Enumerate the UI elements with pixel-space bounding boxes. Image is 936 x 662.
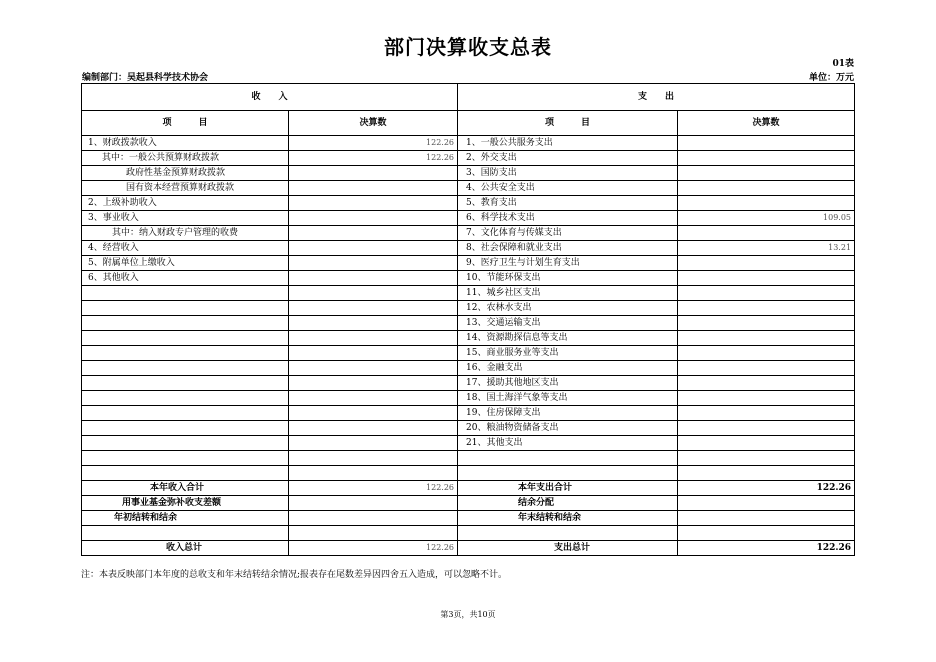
expense-amount (678, 301, 855, 316)
table-row (82, 406, 855, 421)
income-item: 其中：一般公共预算财政拨款 (82, 151, 289, 166)
income-amount: 122.26 (289, 136, 458, 151)
summary-income-label: 年初结转和结余 (82, 511, 289, 526)
expense-amount (678, 361, 855, 376)
expense-amount (678, 271, 855, 286)
expense-item: 3、国防支出 (458, 166, 678, 181)
table-row (82, 466, 855, 481)
page-number: 第3页，共10页 (440, 610, 496, 619)
income-amount (289, 361, 458, 376)
table-row (82, 361, 855, 376)
table-row (82, 151, 855, 166)
income-item: 5、附属单位上缴收入 (82, 256, 289, 271)
income-item: 3、事业收入 (82, 211, 289, 226)
expense-item: 13、交通运输支出 (458, 316, 678, 331)
income-amount (289, 406, 458, 421)
income-item: 其中：纳入财政专户管理的收费 (82, 226, 289, 241)
expense-amount: 109.05 (678, 211, 855, 226)
income-amount-header: 决算数 (289, 111, 458, 136)
expense-amount-header: 决算数 (678, 111, 855, 136)
footnote: 注：本表反映部门本年度的总收支和年末结转结余情况;报表存在尾数差异因四舍五入造成，可以忽略不计。 (81, 570, 508, 580)
income-amount (289, 226, 458, 241)
table-row (82, 286, 855, 301)
expense-amount (678, 451, 855, 466)
summary-row (82, 541, 855, 556)
expense-item (458, 451, 678, 466)
summary-row (82, 481, 855, 496)
expense-amount (678, 226, 855, 241)
income-item (82, 376, 289, 391)
summary-income-amount (289, 511, 458, 526)
summary-expense-amount: 122.26 (678, 541, 855, 556)
summary-expense-label: 本年支出合计 (458, 481, 678, 496)
income-item: 6、其他收入 (82, 271, 289, 286)
income-item (82, 286, 289, 301)
summary-income-amount (289, 496, 458, 511)
expense-item: 18、国土海洋气象等支出 (458, 391, 678, 406)
column-header-row (82, 111, 855, 136)
expense-amount (678, 256, 855, 271)
income-amount: 122.26 (289, 151, 458, 166)
table-row (82, 301, 855, 316)
summary-row (82, 511, 855, 526)
summary-row (82, 496, 855, 511)
table-row (82, 211, 855, 226)
income-item (82, 316, 289, 331)
expense-amount (678, 181, 855, 196)
income-amount (289, 256, 458, 271)
summary-expense-amount: 122.26 (678, 481, 855, 496)
summary-expense-label: 支出总计 (458, 541, 678, 556)
table-row (82, 256, 855, 271)
table-row (82, 451, 855, 466)
income-amount (289, 211, 458, 226)
income-amount (289, 421, 458, 436)
organization-label: 编制部门：吴起县科学技术协会 (82, 73, 209, 83)
income-item: 1、财政拨款收入 (82, 136, 289, 151)
income-amount (289, 196, 458, 211)
table-row (82, 271, 855, 286)
expense-amount (678, 196, 855, 211)
income-item: 2、上级补助收入 (82, 196, 289, 211)
expense-item: 9、医疗卫生与计划生育支出 (458, 256, 678, 271)
income-amount (289, 391, 458, 406)
section-header-row (82, 84, 855, 111)
income-item (82, 331, 289, 346)
summary-expense-amount (678, 496, 855, 511)
expense-item: 12、农林水支出 (458, 301, 678, 316)
expense-item: 4、公共安全支出 (458, 181, 678, 196)
expense-amount (678, 466, 855, 481)
income-amount (289, 286, 458, 301)
expense-amount (678, 136, 855, 151)
expense-amount (678, 406, 855, 421)
table-row (82, 421, 855, 436)
expense-item: 15、商业服务业等支出 (458, 346, 678, 361)
income-amount (289, 181, 458, 196)
income-item-header: 项 目 (82, 111, 289, 136)
income-item (82, 361, 289, 376)
income-item (82, 391, 289, 406)
table-row (82, 316, 855, 331)
summary-income-label: 收入总计 (82, 541, 289, 556)
summary-income-label (82, 526, 289, 541)
expense-amount (678, 331, 855, 346)
summary-expense-label (458, 526, 678, 541)
expense-item: 19、住房保障支出 (458, 406, 678, 421)
table-row (82, 136, 855, 151)
expense-item: 1、一般公共服务支出 (458, 136, 678, 151)
summary-expense-amount (678, 511, 855, 526)
table-row (82, 391, 855, 406)
income-item (82, 346, 289, 361)
expense-item: 2、外交支出 (458, 151, 678, 166)
summary-expense-amount (678, 526, 855, 541)
expense-amount (678, 346, 855, 361)
income-amount (289, 451, 458, 466)
expense-section-header: 支 出 (458, 84, 855, 111)
table-row (82, 226, 855, 241)
summary-income-amount (289, 526, 458, 541)
summary-income-label: 用事业基金弥补收支差额 (82, 496, 289, 511)
income-item: 国有资本经营预算财政拨款 (82, 181, 289, 196)
table-row (82, 196, 855, 211)
expense-amount (678, 436, 855, 451)
expense-item: 14、资源勘探信息等支出 (458, 331, 678, 346)
expense-item: 17、援助其他地区支出 (458, 376, 678, 391)
summary-income-amount: 122.26 (289, 541, 458, 556)
expense-item (458, 466, 678, 481)
table-row (82, 181, 855, 196)
income-amount (289, 241, 458, 256)
budget-summary-table (81, 83, 855, 556)
expense-item: 20、粮油物资储备支出 (458, 421, 678, 436)
form-code: 01表 (832, 59, 854, 69)
expense-item: 16、金融支出 (458, 361, 678, 376)
unit-label: 单位：万元 (808, 73, 854, 83)
page-title: 部门决算收支总表 (384, 35, 552, 59)
income-item (82, 451, 289, 466)
expense-amount (678, 166, 855, 181)
summary-expense-label: 结余分配 (458, 496, 678, 511)
income-amount (289, 271, 458, 286)
expense-item: 8、社会保障和就业支出 (458, 241, 678, 256)
table-row (82, 241, 855, 256)
summary-row (82, 526, 855, 541)
table-row (82, 166, 855, 181)
expense-item-header: 项 目 (458, 111, 678, 136)
expense-amount (678, 316, 855, 331)
income-amount (289, 376, 458, 391)
expense-item: 6、科学技术支出 (458, 211, 678, 226)
summary-income-amount: 122.26 (289, 481, 458, 496)
income-amount (289, 316, 458, 331)
income-item: 4、经营收入 (82, 241, 289, 256)
income-amount (289, 331, 458, 346)
income-item (82, 406, 289, 421)
income-amount (289, 466, 458, 481)
income-item (82, 466, 289, 481)
summary-expense-label: 年末结转和结余 (458, 511, 678, 526)
expense-amount (678, 391, 855, 406)
expense-item: 10、节能环保支出 (458, 271, 678, 286)
table-row (82, 436, 855, 451)
table-row (82, 346, 855, 361)
income-amount (289, 166, 458, 181)
income-item (82, 301, 289, 316)
expense-amount (678, 376, 855, 391)
expense-item: 21、其他支出 (458, 436, 678, 451)
income-item (82, 421, 289, 436)
table-row (82, 331, 855, 346)
income-item (82, 436, 289, 451)
expense-item: 11、城乡社区支出 (458, 286, 678, 301)
expense-item: 5、教育支出 (458, 196, 678, 211)
income-item: 政府性基金预算财政拨款 (82, 166, 289, 181)
summary-income-label: 本年收入合计 (82, 481, 289, 496)
income-amount (289, 301, 458, 316)
income-amount (289, 346, 458, 361)
income-section-header: 收 入 (82, 84, 458, 111)
expense-amount (678, 151, 855, 166)
expense-item: 7、文化体育与传媒支出 (458, 226, 678, 241)
expense-amount (678, 286, 855, 301)
table-row (82, 376, 855, 391)
expense-amount (678, 421, 855, 436)
expense-amount: 13.21 (678, 241, 855, 256)
income-amount (289, 436, 458, 451)
